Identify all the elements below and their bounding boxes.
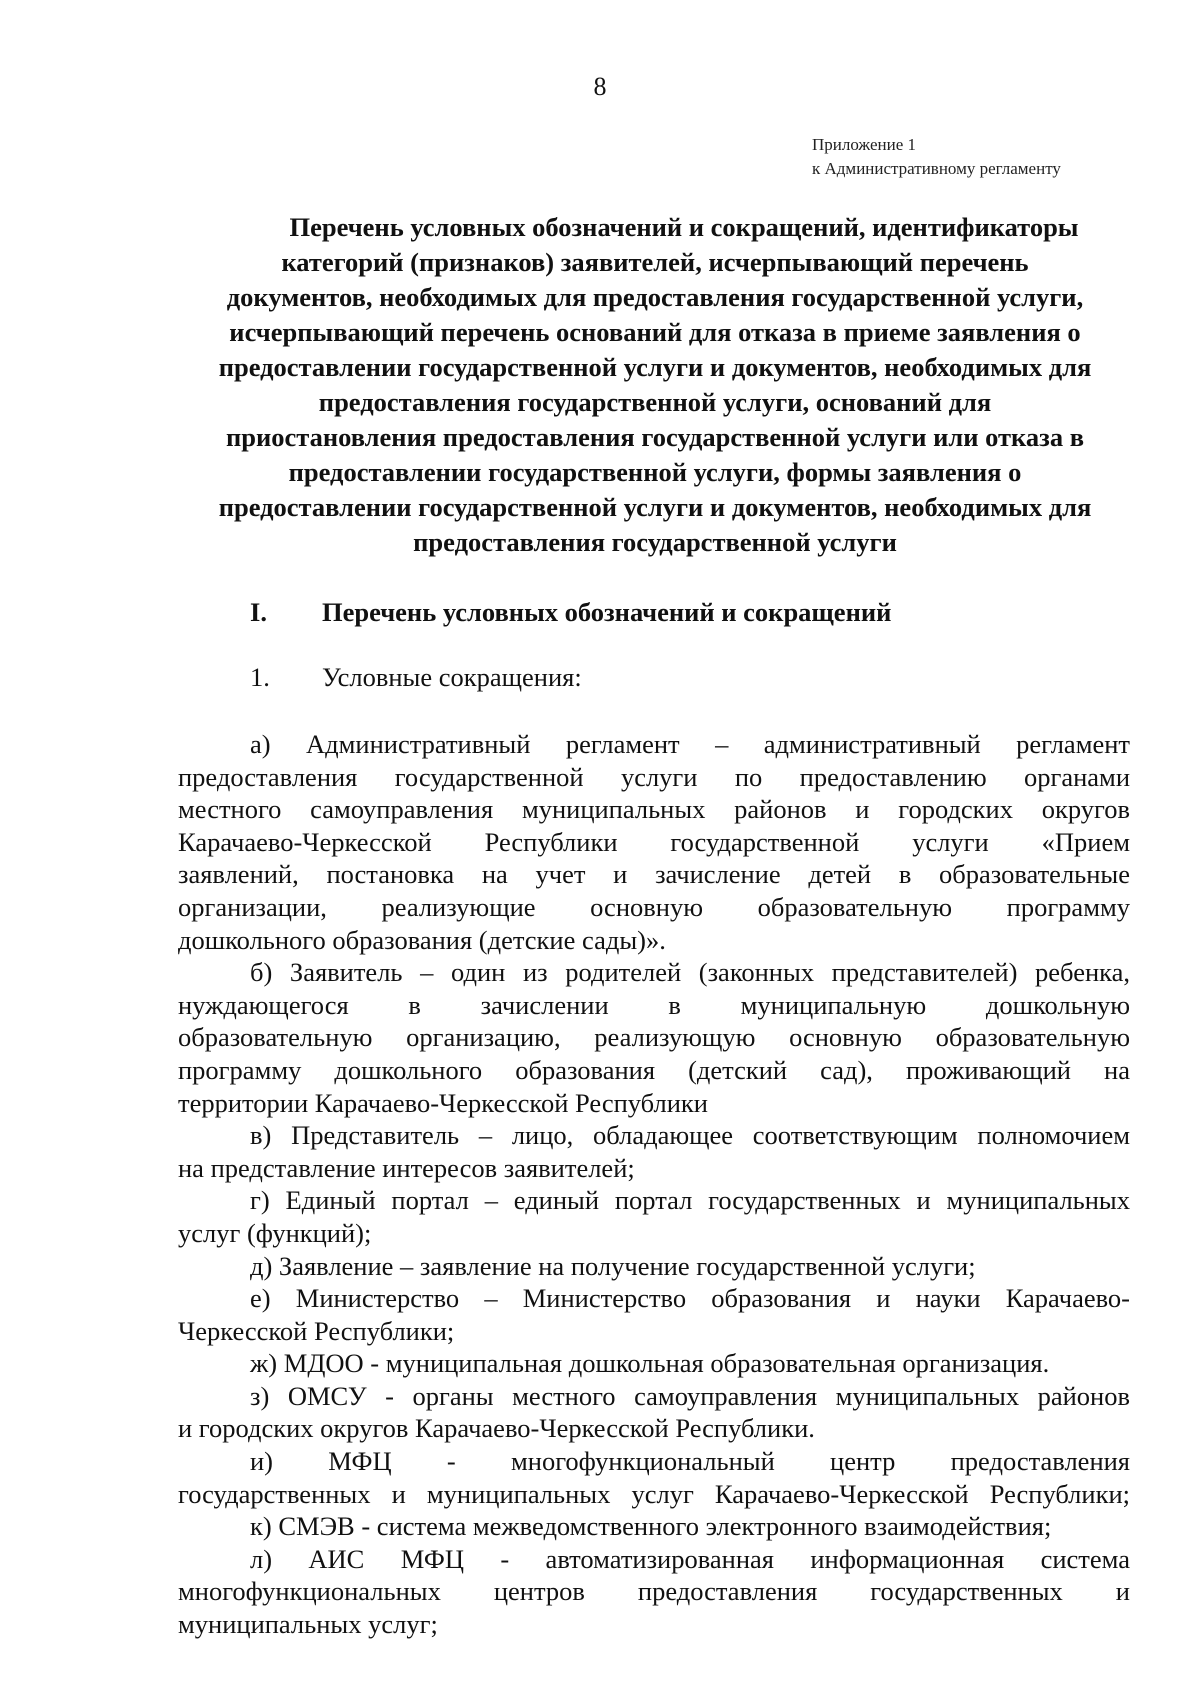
body-line: образовательную организацию, реализующую основную образовательную — [178, 1022, 1130, 1053]
body-line: и городских округов Карачаево-Черкесской Республики. — [178, 1413, 815, 1444]
body-line: и) МФЦ - многофункциональный центр предоставления — [250, 1446, 1130, 1477]
title-line: документов, необходимых для предоставления государственной услуги, — [226, 282, 1084, 312]
subsection-number: 1. — [250, 662, 270, 692]
body-line: территории Карачаево-Черкесской Республики — [178, 1087, 708, 1118]
body-line: государственных и муниципальных услуг Карачаево-Черкесской Республики; — [178, 1478, 1130, 1509]
body-line: на представление интересов заявителей; — [178, 1152, 635, 1183]
body-line: нуждающегося в зачислении в муниципальную дошкольную — [178, 989, 1130, 1020]
subsection-heading-text: Условные сокращения: — [322, 662, 582, 692]
body-line: д) Заявление – заявление на получение государственной услуги; — [250, 1250, 976, 1281]
document-title — [180, 210, 1130, 560]
body-line: услуг (функций); — [178, 1217, 372, 1248]
subsection-heading — [250, 662, 582, 693]
appendix-line: к Административному регламенту — [812, 159, 1061, 178]
body-line: предоставления государственной услуги по предоставлению органами — [178, 761, 1130, 792]
title-line: категорий (признаков) заявителей, исчерпывающий перечень — [281, 247, 1029, 277]
title-line: предоставлении государственной услуги, формы заявления о — [288, 457, 1022, 487]
title-line: исчерпывающий перечень оснований для отказа в приеме заявления о — [229, 317, 1081, 347]
body-line: в) Представитель – лицо, обладающее соответствующим полномочием — [250, 1120, 1130, 1151]
body-line: е) Министерство – Министерство образования и науки Карачаево- — [250, 1283, 1130, 1314]
body-line: многофункциональных центров предоставления государственных и — [178, 1576, 1130, 1607]
title-line: приостановления предоставления государственной услуги или отказа в — [225, 422, 1085, 452]
body-line: заявлений, постановка на учет и зачисление детей в образовательные — [178, 859, 1130, 890]
title-line: предоставления государственной услуги, оснований для — [318, 387, 992, 417]
body-line: к) СМЭВ - система межведомственного электронного взаимодействия; — [250, 1511, 1052, 1542]
section-number: I. — [250, 597, 267, 627]
section-heading-text: Перечень условных обозначений и сокращений — [322, 597, 892, 627]
body-line: б) Заявитель – один из родителей (законных представителей) ребенка, — [250, 957, 1130, 988]
body-line: г) Единый портал – единый портал государственных и муниципальных — [250, 1185, 1130, 1216]
title-line: предоставлении государственной услуги и документов, необходимых для — [218, 492, 1092, 522]
body-line: организации, реализующие основную образовательную программу — [178, 891, 1130, 922]
body-line: з) ОМСУ - органы местного самоуправления муниципальных районов — [250, 1380, 1130, 1411]
title-line: Перечень условных обозначений и сокращений, идентификаторы — [289, 212, 1079, 242]
appendix-note — [812, 133, 1061, 181]
title-line: предоставлении государственной услуги и документов, необходимых для — [218, 352, 1092, 382]
body-line: Карачаево-Черкесской Республики государственной услуги «Прием — [178, 826, 1130, 857]
body-line: программу дошкольного образования (детский сад), проживающий на — [178, 1054, 1130, 1085]
body-line: местного самоуправления муниципальных районов и городских округов — [178, 794, 1130, 825]
body-text — [178, 728, 1130, 1641]
section-heading — [250, 597, 891, 628]
page-number: 8 — [593, 72, 607, 101]
body-line: л) АИС МФЦ - автоматизированная информационная система — [250, 1543, 1130, 1574]
appendix-line: Приложение 1 — [812, 135, 916, 154]
body-line: ж) МДОО - муниципальная дошкольная образовательная организация. — [250, 1348, 1050, 1379]
body-line: а) Административный регламент – административный регламент — [250, 729, 1130, 759]
body-line: Черкесской Республики; — [178, 1315, 455, 1346]
body-line: муниципальных услуг; — [178, 1609, 438, 1640]
body-line: дошкольного образования (детские сады)». — [178, 924, 666, 955]
title-line: предоставления государственной услуги — [413, 527, 897, 557]
